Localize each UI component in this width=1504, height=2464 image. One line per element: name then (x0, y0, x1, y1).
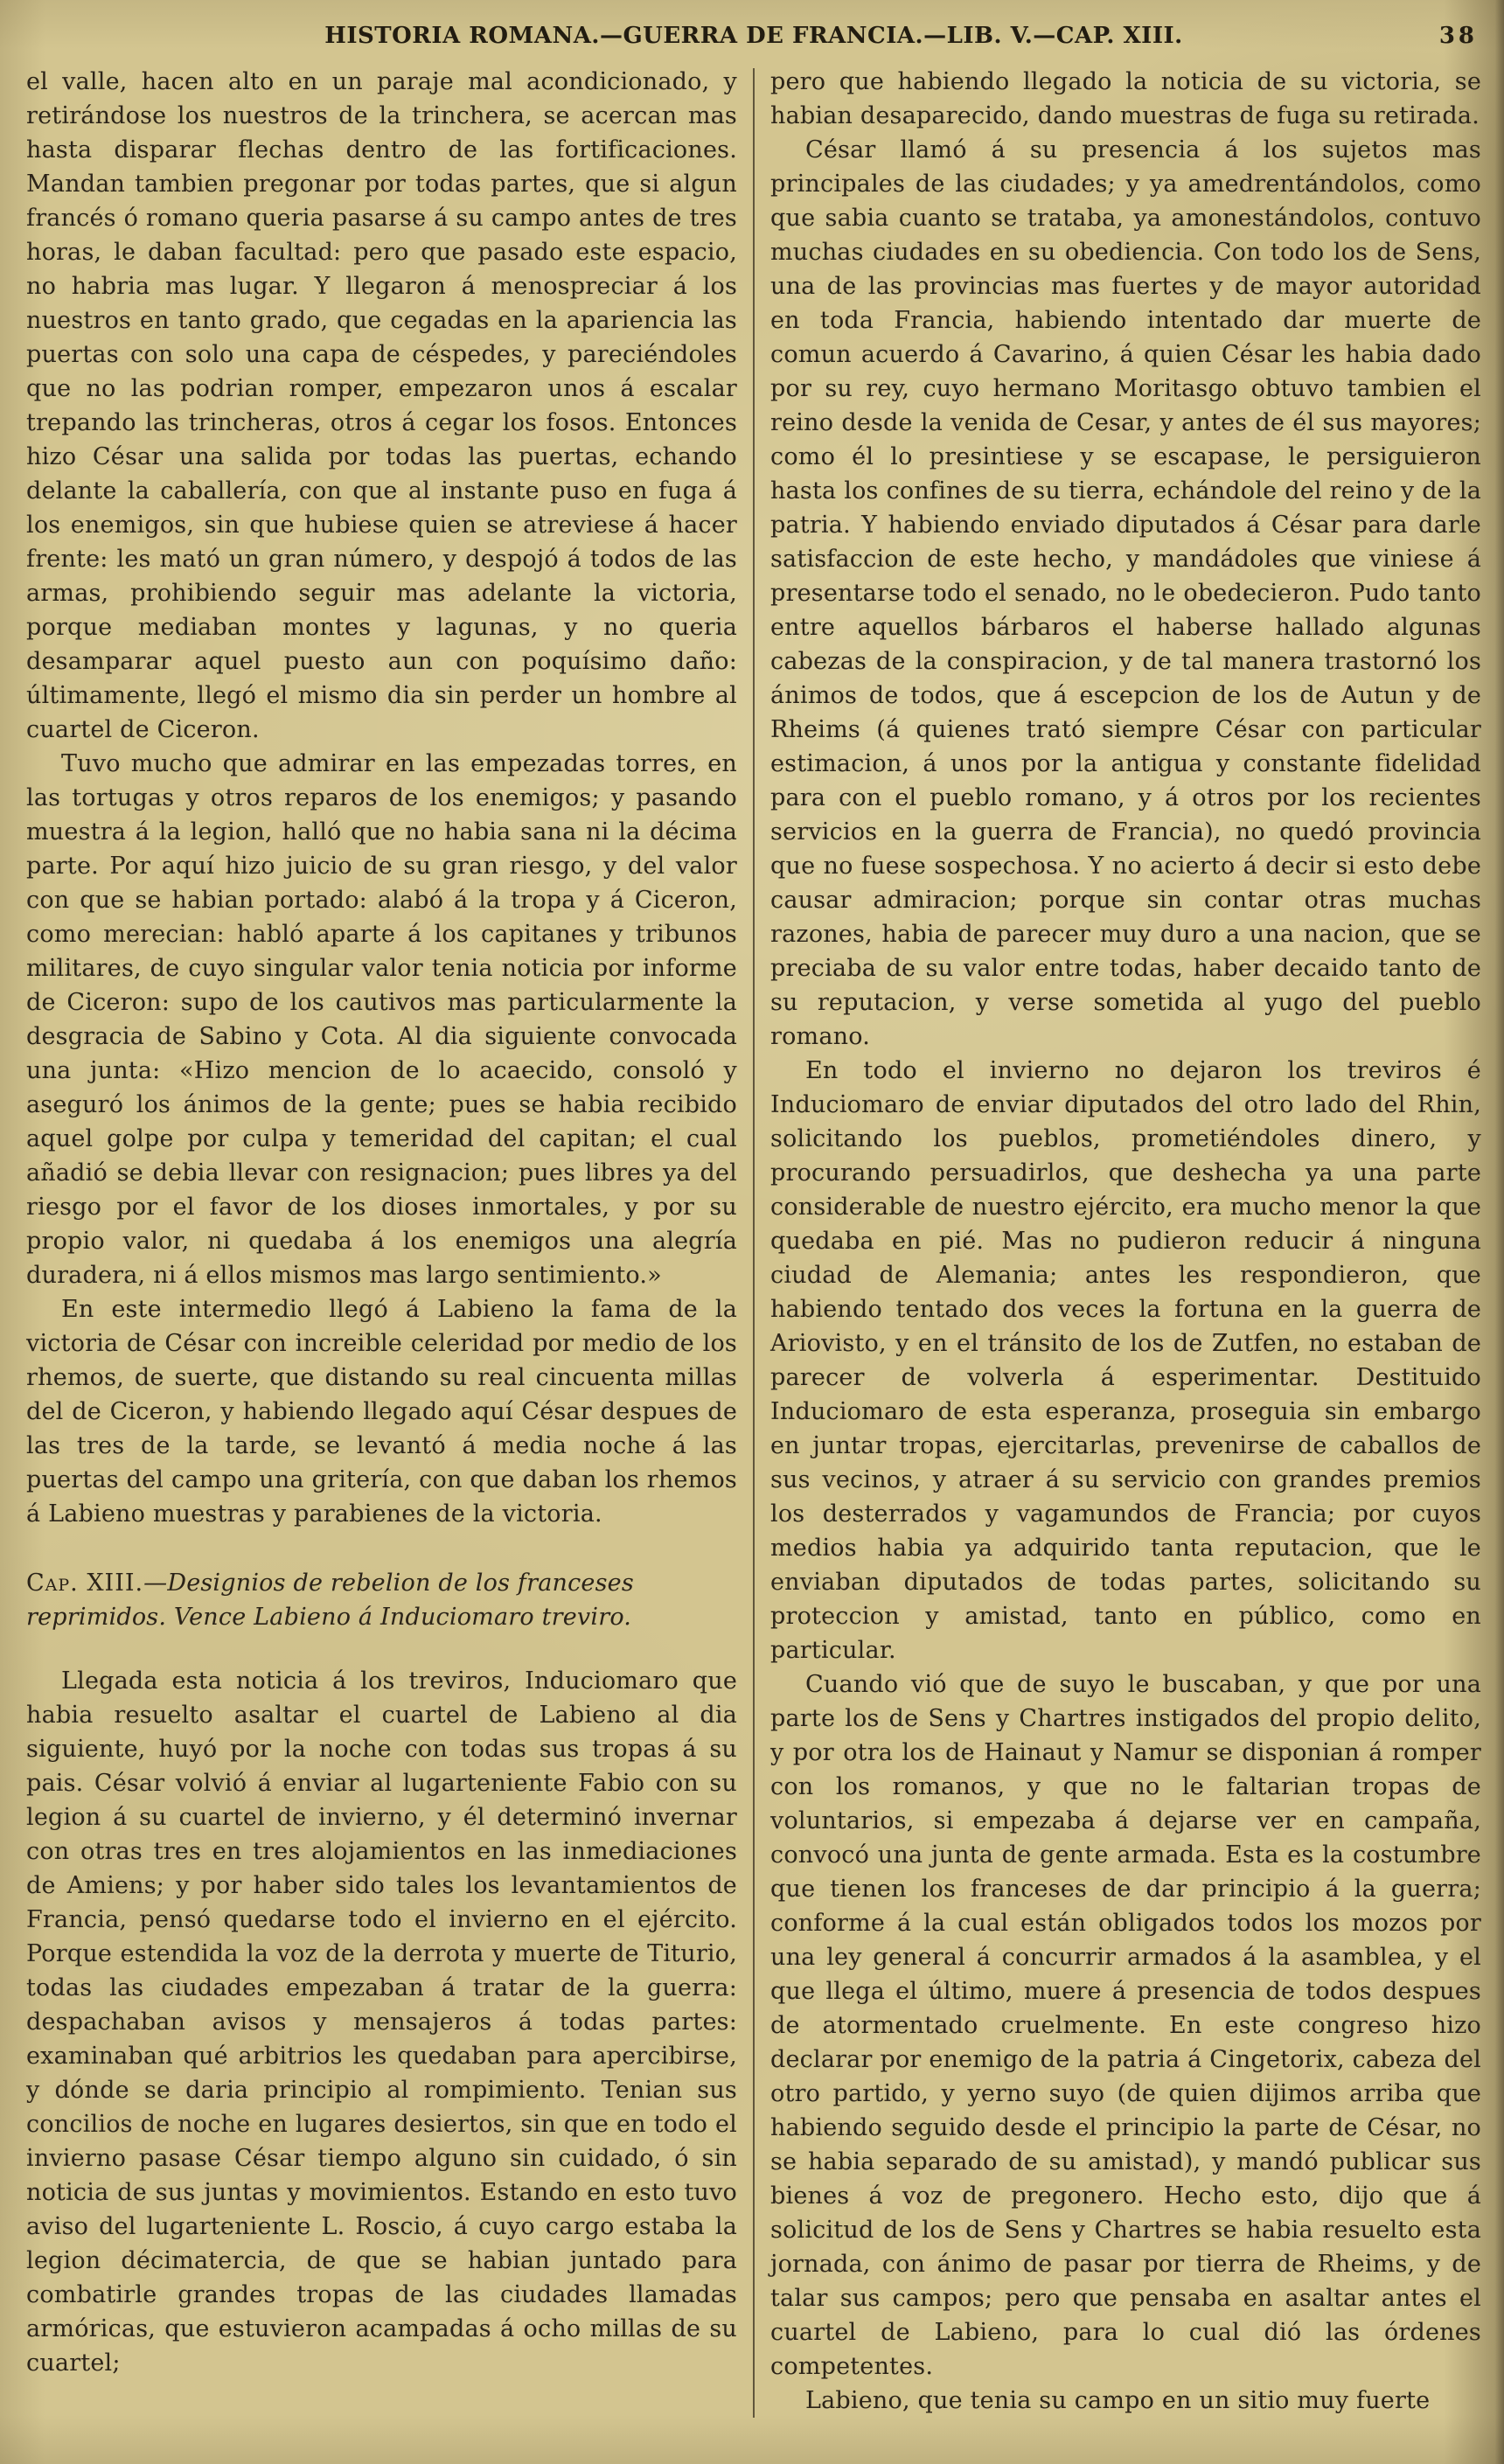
left-column (26, 65, 737, 2418)
paragraph: En todo el invierno no dejaron los treviros é Induciomaro de enviar diputados del otro lado del Rhin, solicitando los pueblos, prometiéndoles dinero, y procurando persuadirlos, que deshecha ya una parte considerable de nuestro ejército, era mucho menor la que quedaba en pié. Mas no pudieron reducir á ninguna ciudad de Alemania; antes les respondieron, que habiendo tentado dos veces la fortuna en la guerra de Ariovisto, y en el tránsito de los de Zutfen, no estaban de parecer de volverla á esperimentar. Destituido Induciomaro de esta esperanza, proseguia sin embargo en juntar tropas, ejercitarlas, prevenirse de caballos de sus vecinos, y atraer á su servicio con grandes premios los desterrados y vagamundos de Francia; por cuyos medios habia ya adquirido tanta reputacion, que le enviaban diputados de todas partes, solicitando su proteccion y amistad, tanto en público, como en particular. (770, 1057, 1481, 1664)
paragraph: Tuvo mucho que admirar en las empezadas torres, en las tortugas y otros reparos de los enemigos; y pasando muestra á la legion, halló que no habia sana ni la décima parte. Por aquí hizo juicio de su gran riesgo, y del valor con que se habian portado: alabó á la tropa y á Ciceron, como merecian: habló aparte á los capitanes y tribunos militares, de cuyo singular valor tenia noticia por informe de Ciceron: supo de los cautivos mas particularmente la desgracia de Sabino y Cota. Al dia siguiente convocada una junta: «Hizo mencion de lo acaecido, consoló y aseguró los ánimos de la gente; pues se habia recibido aquel golpe por culpa y temeridad del capitan; el cual añadió se debia llevar con resignacion; pues libres ya del riesgo por el favor de los dioses inmortales, y por su propio valor, ni quedaba á los enemigos una alegría duradera, ni á ellos mismos mas largo sentimiento.» (26, 750, 737, 1289)
page-number: 38 (1438, 23, 1478, 49)
paragraph: En este intermedio llegó á Labieno la fama de la victoria de César con increible celeridad por medio de los rhemos, de suerte, que distando su real cincuenta millas del de Ciceron, y habiendo llegado aquí César despues de las tres de la tarde, se levantó á media noche á las puertas del campo una gritería, con que daban los rhemos á Labieno muestras y parabienes de la victoria. (26, 1296, 737, 1528)
chapter-title: —Designios de rebelion de los franceses reprimidos. Vence Labieno á Induciomaro treviro. (26, 1570, 634, 1631)
page-body (26, 23, 1481, 2452)
text-columns (26, 65, 1481, 2418)
paragraph: César llamó á su presencia á los sujetos mas principales de las ciudades; y ya amedrentándolos, como que sabia cuanto se trataba, ya amonestándolos, contuvo muchas ciudades en su obediencia. Con todo los de Sens, una de las provincias mas fuertes y de mayor autoridad en toda Francia, habiendo intentado dar muerte de comun acuerdo á Cavarino, á quien César les habia dado por su rey, cuyo hermano Moritasgo obtuvo tambien el reino desde la venida de Cesar, y antes de él sus mayores; como él lo presintiese y se escapase, le persiguieron hasta los confines de su tierra, echándole del reino y de la patria. Y habiendo enviado diputados á César para darle satisfaccion de este hecho, y mandádoles que viniese á presentarse todo el senado, no le obedecieron. Pudo tanto entre aquellos bárbaros el haberse hallado algunas cabezas de la conspiracion, y de tal manera trastornó los ánimos de todos, que á escepcion de los de Autun y de Rheims (á quienes trató siempre César con particular estimacion, á unos por la antigua y constante fidelidad para con el pueblo romano, y á otros por los recientes servicios en la guerra de Francia), no quedó provincia que no fuese sospechosa. Y no acierto á decir si esto debe causar admiracion; porque sin contar otras muchas razones, habia de parecer muy duro a una nacion, que se preciaba de su valor entre todas, haber decaido tanto de su reputacion, y verse sometida al yugo del pueblo romano. (770, 136, 1481, 1050)
chapter-heading (26, 1566, 737, 1634)
paragraph: Labieno, que tenia su campo en un sitio muy fuerte (805, 2387, 1431, 2414)
paragraph: el valle, hacen alto en un paraje mal acondicionado, y retirándose los nuestros de la trinchera, se acercan mas hasta disparar flechas dentro de las fortificaciones. Mandan tambien pregonar por todas partes, que si algun francés ó romano queria pasarse á su campo antes de tres horas, le daban facultad: pero que pasado este espacio, no habria mas lugar. Y llegaron á menospreciar á los nuestros en tanto grado, que cegadas en la apariencia las puertas con solo una capa de céspedes, y pareciéndoles que no las podrian romper, empezaron unos á escalar trepando las trincheras, otros á cegar los fosos. Entonces hizo César una salida por todas las puertas, echando delante la caballería, con que al instante puso en fuga á los enemigos, sin que hubiese quien se atreviese á hacer frente: les mató un gran número, y despojó á todos de las armas, prohibiendo seguir mas adelante la victoria, porque mediaban montes y lagunas, y no queria desamparar aquel puesto aun con poquísimo daño: últimamente, llegó el mismo dia sin perder un hombre al cuartel de Ciceron. (26, 68, 737, 743)
page-title: HISTORIA ROMANA.—GUERRA DE FRANCIA.—LIB. V.—CAP. XIII. (324, 23, 1183, 49)
paragraph: pero que habiendo llegado la noticia de su victoria, se habian desaparecido, dando muestras de fuga su retirada. (770, 68, 1481, 129)
paragraph: Cuando vió que de suyo le buscaban, y que por una parte los de Sens y Chartres instigados del propio delito, y por otra los de Hainaut y Namur se disponian á romper con los romanos, y que no le faltarian tropas de voluntarios, si empezaba á dejarse ver en campaña, convocó una junta de gente armada. Esta es la costumbre que tienen los franceses de dar principio á la guerra; conforme á la cual están obligados todos los mozos por una ley general á concurrir armados á la asamblea, y el que llega el último, muere á presencia de todos despues de atormentado cruelmente. En este congreso hizo declarar por enemigo de la patria á Cingetorix, cabeza del otro partido, y yerno suyo (de quien dijimos arriba que habiendo seguido desde el principio la parte de César, no se habia separado de su amistad), y mandó publicar sus bienes á voz de pregonero. Hecho esto, dijo que á solicitud de los de Sens y Chartres se habia resuelto esta jornada, con ánimo de pasar por tierra de Rheims, y de talar sus campos; pero que pensaba en asaltar antes el cuartel de Labieno, para lo cual dió las órdenes competentes. (770, 1671, 1481, 2380)
right-column (770, 65, 1481, 2418)
paragraph: Llegada esta noticia á los treviros, Induciomaro que habia resuelto asaltar el cuartel de Labieno al dia siguiente, huyó por la noche con todas sus tropas á su pais. César volvió á enviar al lugarteniente Fabio con su legion á su cuartel de invierno, y él determinó invernar con otras tres en tres alojamientos en las inmediaciones de Amiens; y por haber sido tales los levantamientos de Francia, pensó quedarse todo el invierno en el ejército. Porque estendida la voz de la derrota y muerte de Titurio, todas las ciudades empezaban á tratar de la guerra: despachaban avisos y mensajeros á todas partes: examinaban qué arbitrios les quedaban para apercibirse, y dónde se daria principio al rompimiento. Tenian sus concilios de noche en lugares desiertos, sin que en todo el invierno pasase César tiempo alguno sin cuidado, ó sin noticia de sus juntas y movimientos. Estando en esto tuvo aviso del lugarteniente L. Roscio, á cuyo cargo estaba la legion décimatercia, de que se habian juntado para combatirle grandes tropas de las ciudades llamadas armóricas, que estuvieron acampadas á ocho millas de su cuartel; (26, 1667, 737, 2377)
page-header (26, 23, 1481, 49)
chapter-label: Cap. XIII. (26, 1570, 144, 1597)
column-divider (753, 68, 755, 2418)
